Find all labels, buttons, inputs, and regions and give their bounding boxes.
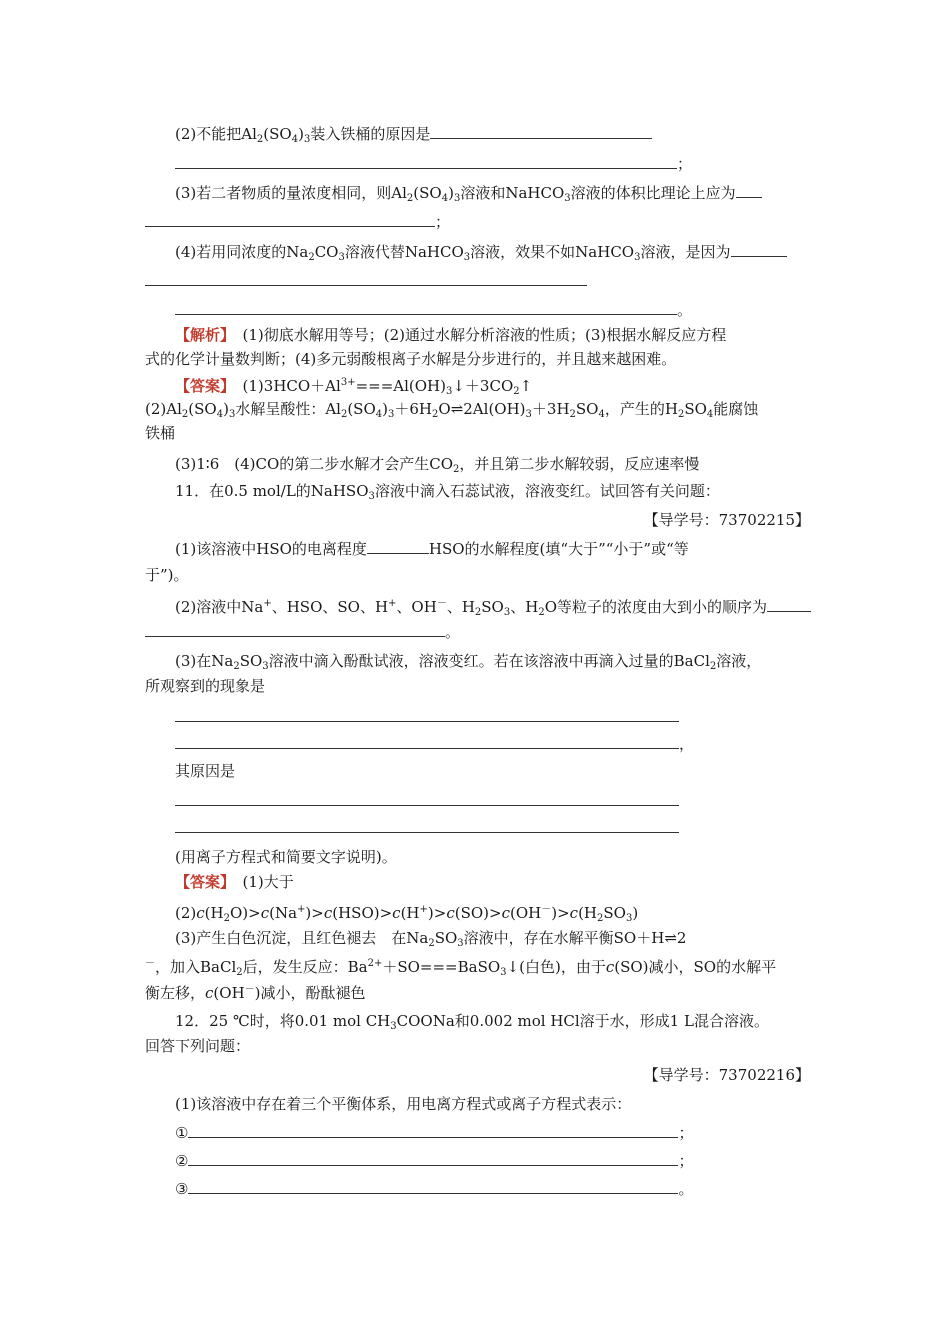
q12-item-3: ③ 。 xyxy=(175,1180,694,1198)
q11-stem: 11．在0.5 mol/L的NaHSO$_3$溶液中滴入石蕊试液，溶液变红。试回答有关问题： xyxy=(175,482,720,502)
q11-reason-label: 其原因是 xyxy=(175,762,236,780)
answer-blank[interactable] xyxy=(731,241,787,257)
q10-part2-line: (2)不能把$Al_2(SO_4)_3$装入铁桶的原因是 xyxy=(175,123,652,150)
q12-part1: (1)该溶液中存在着三个平衡体系，用电离方程式或离子方程式表示： xyxy=(175,1095,632,1113)
q11-reason-blank2 xyxy=(175,817,679,838)
answer-blank[interactable] xyxy=(145,211,435,227)
q11-answer-line1: 【答案】 (1)大于 xyxy=(175,873,294,891)
q12-item-2: ② ； xyxy=(175,1152,694,1170)
q10-answer-line3: 铁桶 xyxy=(145,424,176,442)
q10-answer-line4: (3)1∶6 (4)CO的第二步水解才会产生$CO_2$，并且第二步水解较弱，反应速率慢 xyxy=(175,455,700,475)
answer-blank[interactable] xyxy=(145,621,445,637)
q10-answer-line1: 【答案】 $(1)3HCO+Al^{3+}===Al(OH)_3↓+3CO_2↑$ xyxy=(175,377,533,397)
q10-part3-line2: ； xyxy=(145,211,450,232)
answer-blank[interactable] xyxy=(188,1150,678,1166)
answer-blank[interactable] xyxy=(175,790,679,806)
q12-reference-number: 【导学号：73702216】 xyxy=(643,1066,810,1084)
answer-tag: 【答案】 xyxy=(175,377,228,395)
q12-stem-cont: 回答下列问题： xyxy=(145,1037,251,1055)
q11-part3-line2: 所观察到的现象是 xyxy=(145,677,266,695)
q10-analysis-line1: 【解析】 (1)彻底水解用等号；(2)通过水解分析溶液的性质；(3)根据水解反应方程 xyxy=(175,326,727,344)
q11-part1-line2: 于”)。 xyxy=(145,566,189,584)
q11-part3-blank2: ， xyxy=(175,733,694,754)
q10-part2-line2: ； xyxy=(175,153,692,174)
answer-blank[interactable] xyxy=(430,123,652,139)
q11-answer-line4: －，加入BaCl$_2$后，发生反应：$Ba^{2+}+SO===BaSO_3↓$(白色)，由于c(SO)减小，SO的水解平 xyxy=(145,958,777,978)
q10-answer-line2: $(2)Al_2(SO_4)_3$水解呈酸性：$Al_2(SO_4)_3+6H_2O\rightleftharpoons 2Al(OH)_3+3H_2SO_4$，产生的$H_2SO_4$能腐蚀 xyxy=(145,400,759,420)
answer-blank[interactable] xyxy=(188,1178,678,1194)
q11-part3-blank1 xyxy=(175,706,679,727)
analysis-tag: 【解析】 xyxy=(175,326,228,344)
q10-part3-line: (3)若二者物质的量浓度相同，则$Al_2(SO_4)_3$溶液和NaHCO$_3$溶液的体积比理论上应为 xyxy=(175,182,762,209)
reversible-arrow-icon: ⇌ xyxy=(664,929,677,947)
q10-part4-line: (4)若用同浓度的$Na_2CO_3$溶液代替NaHCO$_3$溶液，效果不如NaHCO$_3$溶液，是因为 xyxy=(175,241,787,268)
q12-item-1: ① ； xyxy=(175,1124,694,1142)
q11-part1-line1: (1)该溶液中HSO的电离程度 HSO的水解程度(填“大于”“小于”或“等 xyxy=(175,540,689,558)
q10-part4-line2 xyxy=(145,270,587,291)
q11-answer-line3: (3)产生白色沉淀，且红色褪去 在$Na_2SO_3$溶液中，存在水解平衡SO＋H⇌2 xyxy=(175,929,687,949)
answer-blank[interactable] xyxy=(188,1122,678,1138)
reversible-arrow-icon: ⇌ xyxy=(450,400,464,418)
q11-part3-line1: (3)在$Na_2SO_3$溶液中滴入酚酞试液，溶液变红。若在该溶液中再滴入过量的BaCl$_2$溶液， xyxy=(175,652,762,672)
q11-reference-number: 【导学号：73702215】 xyxy=(643,511,810,529)
q11-answer-line5: 衡左移，c(OH－)减小，酚酞褪色 xyxy=(145,984,366,1002)
q10-part4-line3: 。 xyxy=(175,299,692,320)
answer-blank[interactable] xyxy=(736,182,762,198)
q11-reason-blank1 xyxy=(175,790,679,811)
answer-blank[interactable] xyxy=(145,270,587,286)
q11-answer-line2: $(2)c(H_2O)>c(Na^+)>c(HSO)>c(H^+)>c(SO)>c(OH^-)>c(H_2SO_3)$ xyxy=(175,904,639,924)
q11-note: (用离子方程式和简要文字说明)。 xyxy=(175,848,397,866)
answer-tag: 【答案】 xyxy=(175,873,228,891)
answer-blank[interactable] xyxy=(175,153,677,169)
q10-analysis-line2: 式的化学计量数判断；(4)多元弱酸根离子水解是分步进行的，并且越来越困难。 xyxy=(145,350,677,368)
q11-part2-line2: 。 xyxy=(145,621,460,642)
q12-stem: 12．25 ℃时，将0.01 mol $CH_3COONa$和0.002 mol HCl溶于水，形成1 L混合溶液。 xyxy=(175,1012,769,1032)
answer-blank[interactable] xyxy=(175,299,677,315)
q11-part2-line1: (2)溶液中Na+、HSO、SO、H+、OH－、$H_2SO_3$、$H_2O$等粒子的浓度由大到小的顺序为 xyxy=(175,594,811,623)
answer-blank[interactable] xyxy=(175,706,679,722)
answer-blank[interactable] xyxy=(175,817,679,833)
answer-blank[interactable] xyxy=(367,538,429,554)
answer-blank[interactable] xyxy=(767,596,811,612)
answer-blank[interactable] xyxy=(175,733,679,749)
